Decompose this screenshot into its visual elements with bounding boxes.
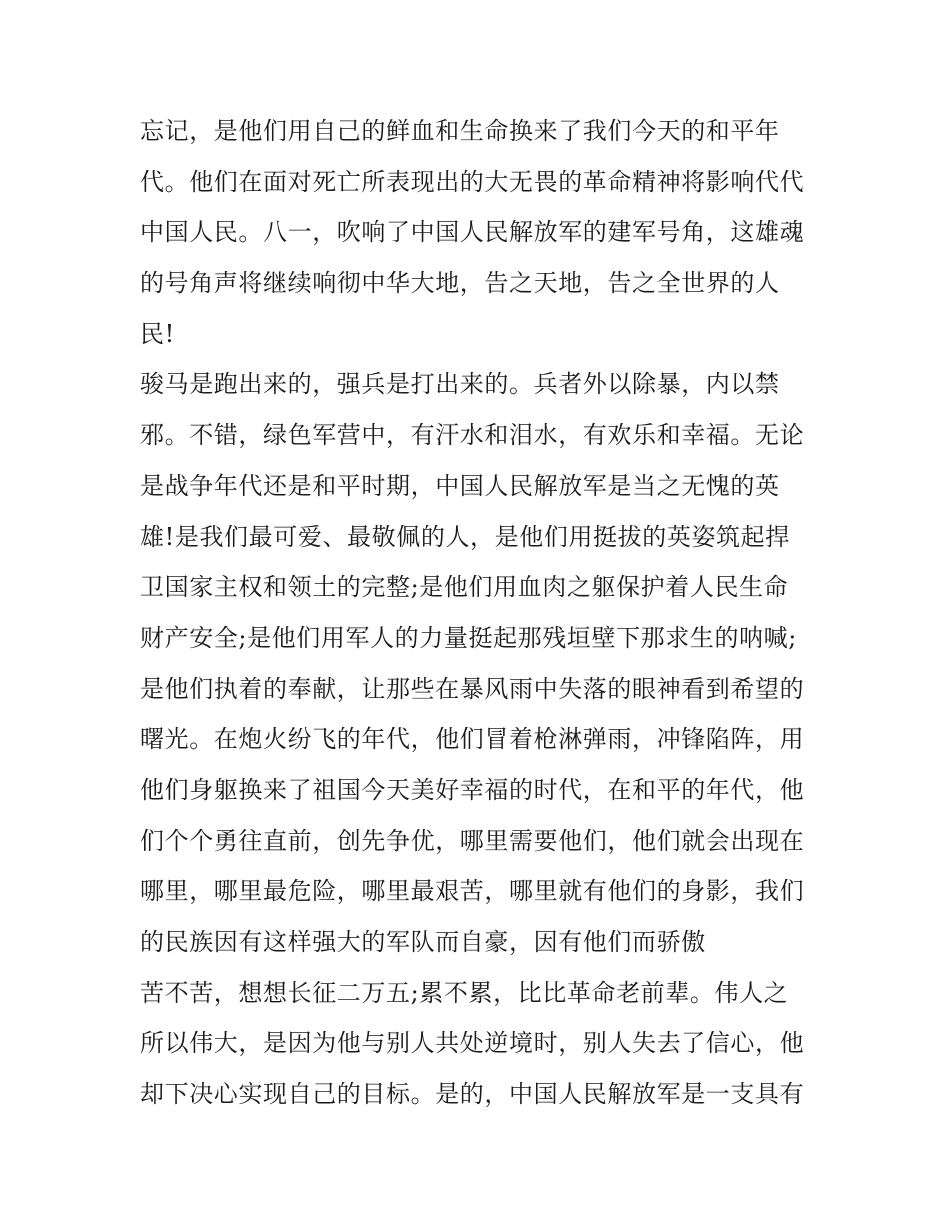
body-text (140, 106, 820, 1120)
text-line: 的号角声将继续响彻中华大地，告之天地，告之全世界的人 (140, 269, 780, 298)
text-line: 他们身躯换来了祖国今天美好幸福的时代，在和平的年代，他 (140, 775, 805, 804)
text-line: 邪。不错，绿色军营中，有汗水和泪水，有欢乐和幸福。无论 (140, 421, 805, 450)
text-line: 骏马是跑出来的，强兵是打出来的。兵者外以除暴，内以禁 (140, 370, 780, 399)
text-line: 却下决心实现自己的目标。是的，中国人民解放军是一支具有 (140, 1080, 805, 1109)
text-line: 是他们执着的奉献，让那些在暴风雨中失落的眼神看到希望的 (140, 674, 805, 703)
text-line: 哪里，哪里最危险，哪里最艰苦，哪里就有他们的身影，我们 (140, 877, 805, 906)
text-line: 曙光。在炮火纷飞的年代，他们冒着枪淋弹雨，冲锋陷阵，用 (140, 725, 805, 754)
text-line: 忘记，是他们用自己的鲜血和生命换来了我们今天的和平年 (140, 117, 780, 145)
text-line: 们个个勇往直前，创先争优，哪里需要他们，他们就会出现在 (140, 826, 805, 855)
text-line: 代。他们在面对死亡所表现出的大无畏的革命精神将影响代代 (140, 167, 805, 196)
text-line: 雄!是我们最可爱、最敬佩的人，是他们用挺拔的英姿筑起捍 (140, 522, 790, 551)
text-line: 的民族因有这样强大的军队而自豪，因有他们而骄傲 (140, 928, 706, 956)
text-line: 是战争年代还是和平时期，中国人民解放军是当之无愧的英 (140, 471, 780, 500)
text-line: 苦不苦，想想长征二万五;累不累，比比革命老前辈。伟人之 (140, 978, 789, 1007)
text-line: 民! (140, 319, 175, 348)
text-line: 财产安全;是他们用军人的力量挺起那残垣壁下那求生的呐喊; (140, 623, 797, 652)
text-line: 中国人民。八一，吹响了中国人民解放军的建军号角，这雄魂 (140, 218, 805, 247)
text-line: 卫国家主权和领土的完整;是他们用血肉之躯保护着人民生命 (140, 573, 789, 602)
text-line: 所以伟大，是因为他与别人共处逆境时，别人失去了信心，他 (140, 1029, 805, 1058)
